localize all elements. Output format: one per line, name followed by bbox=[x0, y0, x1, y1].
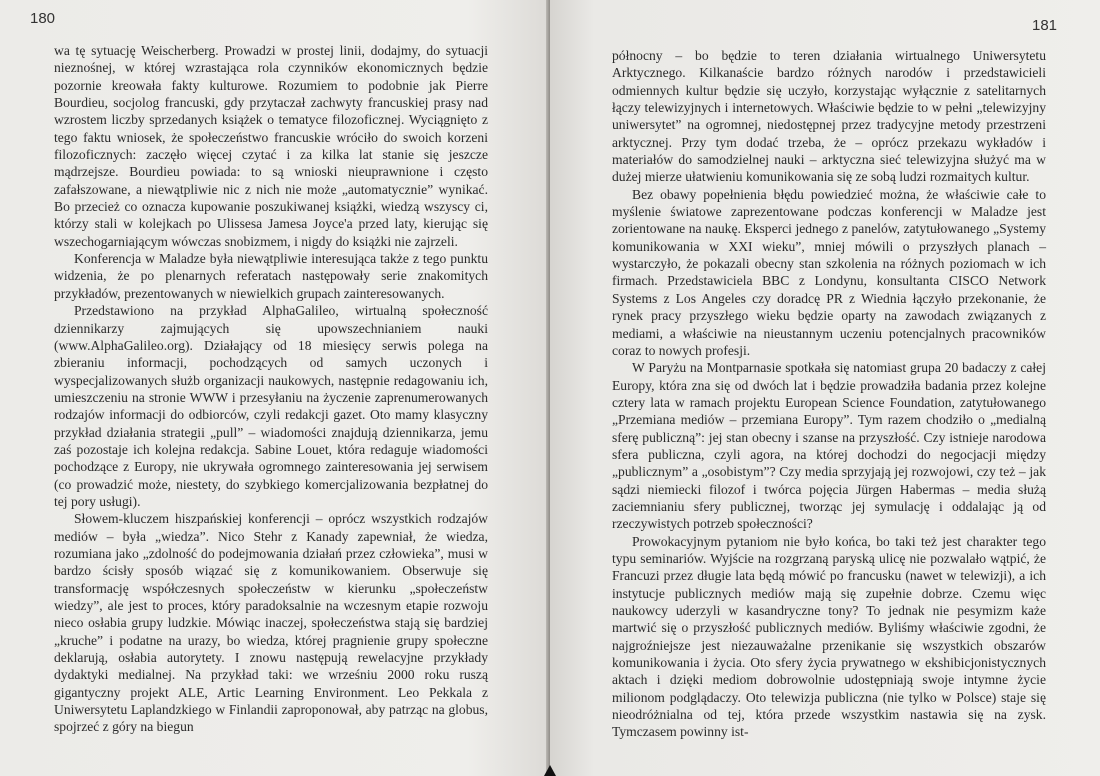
left-page-text bbox=[54, 42, 488, 736]
paragraph: Konferencja w Maladze była niewątpliwie interesująca także z tego punktu widzenia, że po plenarnych referatach następowały serie znakomitych przykładów, prezentowanych w niewielkich grupach zainteresowanych. bbox=[54, 251, 488, 301]
paragraph: Przedstawiono na przykład AlphaGalileo, wirtualną społeczność dziennikarzy zajmujących się upowszechnianiem nauki (www.AlphaGalileo.org). Działający od 18 miesięcy serwis polega na zbieraniu informacji, pochodzących od samych uczonych i wyspecjalizowanych służb organizacji naukowych, następnie redagowaniu ich, umieszczeniu na stronie WWW i przesyłaniu na życzenie zaprenumerowanych rodzajów informacji do odbiorców, czyli redakcji gazet. Oto mamy klasyczny przykład działania strategii „pull” – wiadomości znajdują dziennikarza, jemu zaś pozostaje ich kolejna redakcja. Sabine Louet, która redaguje wiadomości pochodzące z Europy, nie ukrywała ogromnego zainteresowania jej serwisem (co prowadzić może, niestety, do szybkiego komercjalizowania bezpłatnej do tej pory usługi). bbox=[54, 303, 488, 509]
paragraph: Prowokacyjnym pytaniom nie było końca, bo taki też jest charakter tego typu seminariów. Wyjście na rozgrzaną paryską ulicę nie pozwalało wątpić, że Francuzi przez długie lata będą mówić po francusku (nawet w telewizji), a ich instytucje publicznych mediów mają się zupełnie dobrze. Czemu więc naukowcy uderzyli w kasandryczne tony? To jednak nie pesymizm każe martwić się o przyszłość publicznych mediów. Byliśmy właściwie zgodni, że najgroźniejsze jest niezauważalne przenikanie się wszystkich obszarów komunikowania i życia. Oto sfery życia prywatnego w ekshibicjonistycznych aktach i dzięki mediom dobrowolnie udostępniają swoje intymne życie milionom podglądaczy. Oto telewizja publiczna (nie tylko w Polsce) staje się nieodróżnialna od tej, która przede wszystkim nastawia się na zysk. Tymczasem powinny ist- bbox=[612, 533, 1046, 740]
gutter-marker-triangle bbox=[544, 765, 556, 776]
paragraph: Słowem-kluczem hiszpańskiej konferencji – oprócz wszystkich rodzajów mediów – była „wiedza”. Nico Stehr z Kanady zapewniał, że wiedza, rozumiana jako „zdolność do podejmowania działań przez człowieka”, musi w bardzo ścisły sposób wiązać się z komunikowaniem. Obserwuje się transformację współczesnych społeczeństw w kierunku „społeczeństw wiedzy”, ale jest to proces, który paradoksalnie na wczesnym etapie rozwoju nieco osłabia grupy ludzkie. Mówiąc inaczej, społeczeństwa stają się bardziej „kruche” i podatne na urazy, bo wiedza, której pragnienie grupy społeczne deklarują, osłabia autorytety. I znowu następują rewelacyjne przykłady dydaktyki medialnej. Na przykład taki: we wrześniu 2000 roku ruszą gigantyczny projekt ALE, Artic Learning Environment. Leo Pekkala z Uniwersytetu Laplandzkiego w Finlandii zaproponował, aby patrząc na globus, spojrzeć z góry na biegun bbox=[54, 511, 488, 735]
paragraph: Bez obawy popełnienia błędu powiedzieć można, że właściwie całe to myślenie światowe zaprezentowane podczas konferencji w Maladze jest zorientowane na naukę. Eksperci jednego z panelów, zatytułowanego „Systemy komunikowania w XXI wieku”, mniej mówili o przyszłych planach – wystarczyło, że pokazali obecny stan szkolenia na różnych poziomach w ich firmach. Przedstawiciela BBC z Londynu, konsultanta CISCO Network Systems z Los Angeles czy doradcę PR z Wiednia łączyło przekonanie, że rynek pracy przyszłego wieku będzie oparty na zawodach związanych z mediami, a właściwie na nieustannym uczeniu potencjalnych pracowników coraz to nowych profesji. bbox=[612, 186, 1046, 358]
right-page bbox=[550, 0, 1100, 776]
paragraph: W Paryżu na Montparnasie spotkała się natomiast grupa 20 badaczy z całej Europy, która zna się od dwóch lat i będzie prowadziła badania przez kolejne cztery lata w ramach projektu European Science Foundation, zatytułowanego „Przemiana mediów – przemiana Europy”. Tym razem chodziło o „medialną sferę publiczną”: jej stan obecny i szanse na przyszłość. Czy istnieje narodowa sfera publiczna, czyli agora, na której dochodzi do negocjacji między „publicznym” a „osobistym”? Czy media sprzyjają jej rozwojowi, czy też – jak sądzi niemiecki filozof i twórca pojęcia Jürgen Habermas – media służą zaciemnianiu sfery publicznej, tworząc jej symulację i oddalając ją od rzeczywistych potrzeb społeczności? bbox=[612, 360, 1046, 532]
page-number-right: 181 bbox=[1032, 17, 1058, 34]
page-number-left: 180 bbox=[30, 10, 56, 27]
paragraph: wa tę sytuację Weischerberg. Prowadzi w prostej linii, dodajmy, do sytuacji nieznośnej, w której wzrastająca rola czynników ekonomicznych będzie pozornie kreowała fakty kulturowe. Rozumiem to podobnie jak Pierre Bourdieu, socjolog francuski, gdy przytaczał zachwyty francuskiej prasy nad wzrostem liczby sprzedanych książek o tematyce filozoficznej. Wyciągnięto z tego faktu wniosek, że społeczeństwo francuskie wróciło do swoich korzeni filozoficznych: zaczęło więcej czytać i za kilka lat stanie się jeszcze mądrzejsze. Bourdieu powiada: to są wnioski nieuprawnione i często zafałszowane, a niewątpliwie nic z nich nie może „automatycznie” wynikać. Bo przecież co oznacza kupowanie poszukiwanej książki, wiedzą wszyscy ci, którzy stali w kolejkach po Ulissesa Jamesa Joyce'a przed laty, kierując się wszechogarniającym wówczas snobizmem, i nigdy do książki nie zajrzeli. bbox=[54, 43, 488, 249]
paragraph: północny – bo będzie to teren działania wirtualnego Uniwersytetu Arktycznego. Kilkanaście bardzo różnych narodów i przedstawicieli odmiennych kultur będzie się uczyło, korzystając wyłącznie z satelitarnych łączy telewizyjnych i internetowych. Właściwie będzie to w pełni „telewizyjny uniwersytet” na ogromnej, niedostępnej przez tradycyjne metody przestrzeni arktycznej. Przy tym dodać trzeba, że – oprócz przekazu wykładów i materiałów do samodzielnej nauki – arktyczna sieć telewizyjna służyć ma w dużej mierze ułatwieniu komunikowania się ze sobą ludzi rozmaitych kultur. bbox=[612, 48, 1046, 185]
right-page-text bbox=[612, 47, 1046, 741]
